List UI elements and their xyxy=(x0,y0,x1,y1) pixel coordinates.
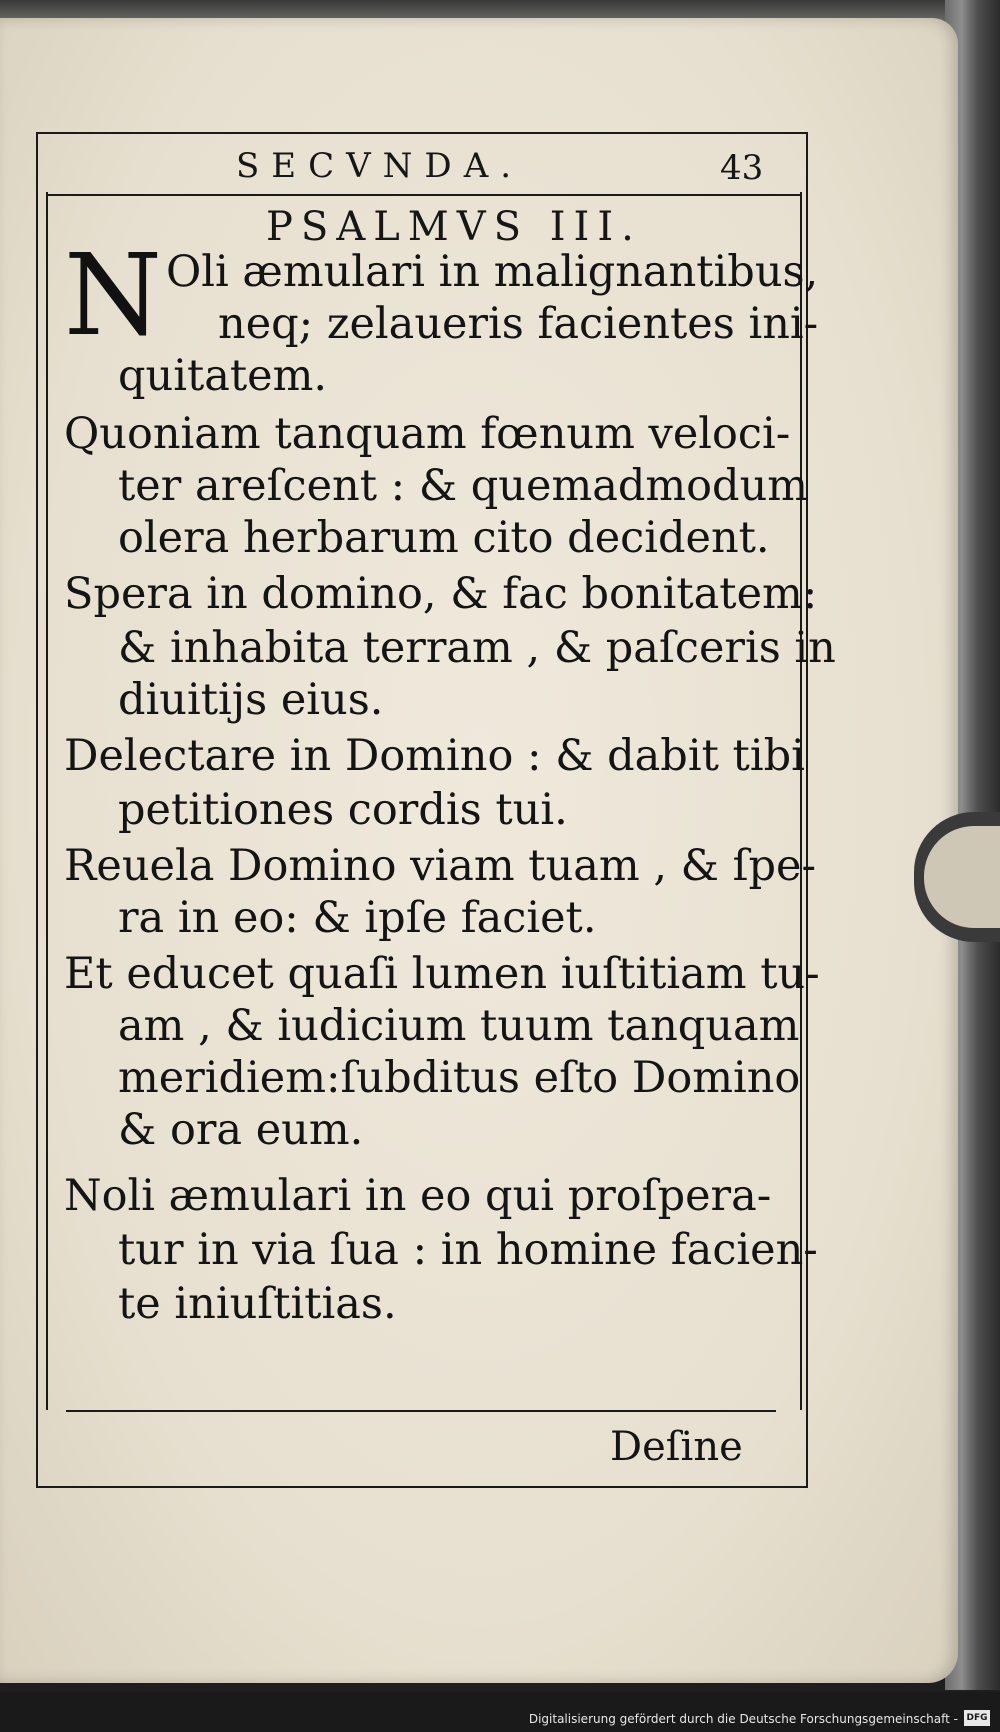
text-line: meridiem:ſubditus eſto Domino xyxy=(118,1053,801,1103)
text-line: te iniuſtitias. xyxy=(118,1279,397,1329)
text-line: quitatem. xyxy=(118,351,328,401)
funding-credit: Digitalisierung gefördert durch die Deutsche Forschungsgemeinschaft - xyxy=(528,1712,958,1726)
text-line: am , & iudicium tuum tanquam xyxy=(118,1001,800,1051)
text-line: diuitijs eius. xyxy=(118,675,384,725)
text-line: petitiones cordis tui. xyxy=(118,785,568,835)
text-line: & inhabita terram , & paſceris in xyxy=(118,623,836,673)
drop-capital: N xyxy=(64,231,162,361)
text-line: & ora eum. xyxy=(118,1105,364,1155)
running-head: SECVNDA. xyxy=(236,146,524,186)
text-line: Spera in domino, & fac bonitatem: xyxy=(64,569,818,619)
text-line: Delectare in Domino : & dabit tibi xyxy=(64,731,805,781)
text-line: ter areſcent : & quemadmodum xyxy=(118,461,809,511)
text-line: Noli æmulari in eo qui proſpera- xyxy=(64,1171,772,1221)
text-line: Oli æmulari in malignantibus, xyxy=(166,247,819,297)
text-line: ra in eo: & ipſe faciet. xyxy=(118,893,597,943)
catchword: Deſine xyxy=(610,1424,743,1470)
text-line: Reuela Domino viam tuam , & ſpe- xyxy=(64,841,817,891)
page-number: 43 xyxy=(720,148,764,188)
text-line: Quoniam tanquam fœnum veloci- xyxy=(64,409,791,459)
text-line: Et educet quaſi lumen iuſtitiam tu- xyxy=(64,949,820,999)
text-line: olera herbarum cito decident. xyxy=(118,513,770,563)
dfg-logo: DFG xyxy=(964,1710,990,1726)
text-line: tur in via ſua : in homine facien- xyxy=(118,1225,818,1275)
text-line: neq; zelaueris facientes ini- xyxy=(218,299,819,349)
psalm-title: PSALMVS III. xyxy=(266,204,642,250)
